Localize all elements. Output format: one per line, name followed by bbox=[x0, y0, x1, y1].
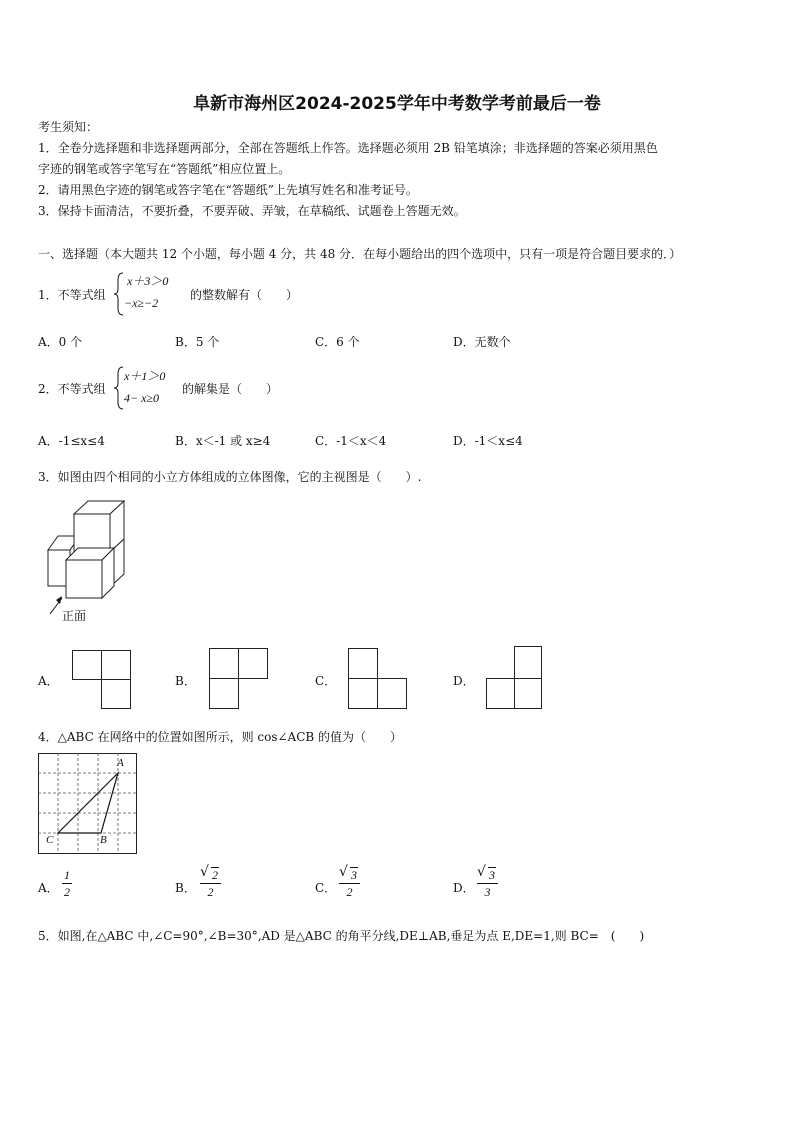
q1-option-a[interactable]: A．0 个 bbox=[38, 335, 83, 349]
q4-option-b-num: 2 bbox=[212, 868, 218, 882]
q4-option-c-letter[interactable]: C． bbox=[315, 881, 337, 895]
q1-suffix: 的整数解有（ ） bbox=[190, 288, 299, 302]
q3-front-label: 正面 bbox=[62, 609, 87, 623]
q2-option-d[interactable]: D．-1＜x≤4 bbox=[453, 434, 523, 448]
q4-option-c-den: 2 bbox=[346, 885, 353, 899]
q4-option-c-value[interactable] bbox=[339, 867, 360, 900]
q1-system-line-2: −x≥−2 bbox=[124, 296, 159, 310]
notice-line-1b: 字迹的钢笔或答字笔写在“答题纸”相应位置上。 bbox=[38, 162, 291, 176]
q1-option-d[interactable]: D．无数个 bbox=[453, 335, 511, 349]
q4-option-d-den: 3 bbox=[484, 885, 491, 899]
q1-brace bbox=[114, 272, 124, 316]
q3-option-c-view[interactable] bbox=[348, 648, 408, 710]
q4-option-c-num: 3 bbox=[351, 868, 357, 882]
section-heading: 一、选择题（本大题共 12 个小题，每小题 4 分，共 48 分．在每小题给出的四个选项中，只有一项是符合题目要求的．） bbox=[38, 247, 682, 261]
q2-prefix: 2．不等式组 bbox=[38, 382, 106, 396]
q3-cubes-figure bbox=[44, 500, 134, 630]
q2-option-c[interactable]: C．-1＜x＜4 bbox=[315, 434, 387, 448]
q1-option-c[interactable]: C．6 个 bbox=[315, 335, 360, 349]
q4-option-d-value[interactable] bbox=[477, 867, 498, 900]
q4-option-b-value[interactable] bbox=[200, 867, 221, 900]
q4-stem: 4．△ABC 在网络中的位置如图所示，则 cos∠ACB 的值为（ ） bbox=[38, 730, 403, 744]
q3-option-a-view[interactable] bbox=[72, 650, 132, 710]
q3-option-b-letter[interactable]: B． bbox=[175, 674, 196, 688]
q4-label-b: B bbox=[100, 834, 107, 846]
q3-option-c-letter[interactable]: C． bbox=[315, 674, 337, 688]
q4-option-b-letter[interactable]: B． bbox=[175, 881, 196, 895]
notice-line-2: 2．请用黑色字迹的钢笔或答字笔在“答题纸”上先填写姓名和准考证号。 bbox=[38, 183, 418, 197]
q3-option-d-view[interactable] bbox=[486, 646, 546, 710]
q1-prefix: 1．不等式组 bbox=[38, 288, 106, 302]
q1-system-line-1: x＋3＞0 bbox=[127, 274, 169, 288]
q4-option-a-den: 2 bbox=[64, 885, 70, 899]
q4-option-d-num: 3 bbox=[489, 868, 495, 882]
q4-label-c: C bbox=[46, 834, 54, 846]
q3-option-d-letter[interactable]: D． bbox=[453, 674, 475, 688]
q3-option-a-letter[interactable]: A． bbox=[38, 674, 59, 688]
notice-line-3: 3．保持卡面清洁，不要折叠，不要弄破、弄皱，在草稿纸、试题卷上答题无效。 bbox=[38, 204, 466, 218]
q4-option-b-den: 2 bbox=[207, 885, 214, 899]
q2-brace bbox=[114, 366, 124, 410]
q4-option-a-value[interactable] bbox=[62, 867, 72, 900]
q5-stem: 5．如图,在△ABC 中,∠C=90°,∠B=30°,AD 是△ABC 的角平分线,DE⊥AB,垂足为点 E,DE=1,则 BC= ( ) bbox=[38, 929, 645, 943]
notice-heading: 考生须知： bbox=[38, 120, 99, 134]
q2-system-line-2: 4− x≥0 bbox=[124, 391, 160, 405]
q3-option-b-view[interactable] bbox=[209, 648, 269, 710]
page-title: 阜新市海州区2024-2025学年中考数学考前最后一卷 bbox=[193, 94, 601, 114]
q3-stem: 3．如图由四个相同的小立方体组成的立体图像，它的主视图是（ ）. bbox=[38, 470, 422, 484]
q4-option-a-num: 1 bbox=[64, 868, 70, 882]
notice-line-1a: 1．全卷分选择题和非选择题两部分，全部在答题纸上作答。选择题必须用 2B 铅笔填涂；非选择题的答案必须用黑色 bbox=[38, 141, 658, 155]
q2-option-b[interactable]: B．x＜-1 或 x≥4 bbox=[175, 434, 271, 448]
q4-option-d-letter[interactable]: D． bbox=[453, 881, 475, 895]
q4-option-a-letter[interactable]: A． bbox=[38, 881, 59, 895]
q2-suffix: 的解集是（ ） bbox=[182, 382, 279, 396]
q1-option-b[interactable]: B．5 个 bbox=[175, 335, 220, 349]
q2-option-a[interactable]: A．-1≤x≤4 bbox=[38, 434, 105, 448]
q2-system-line-1: x＋1＞0 bbox=[124, 369, 166, 383]
q4-label-a: A bbox=[117, 757, 124, 769]
